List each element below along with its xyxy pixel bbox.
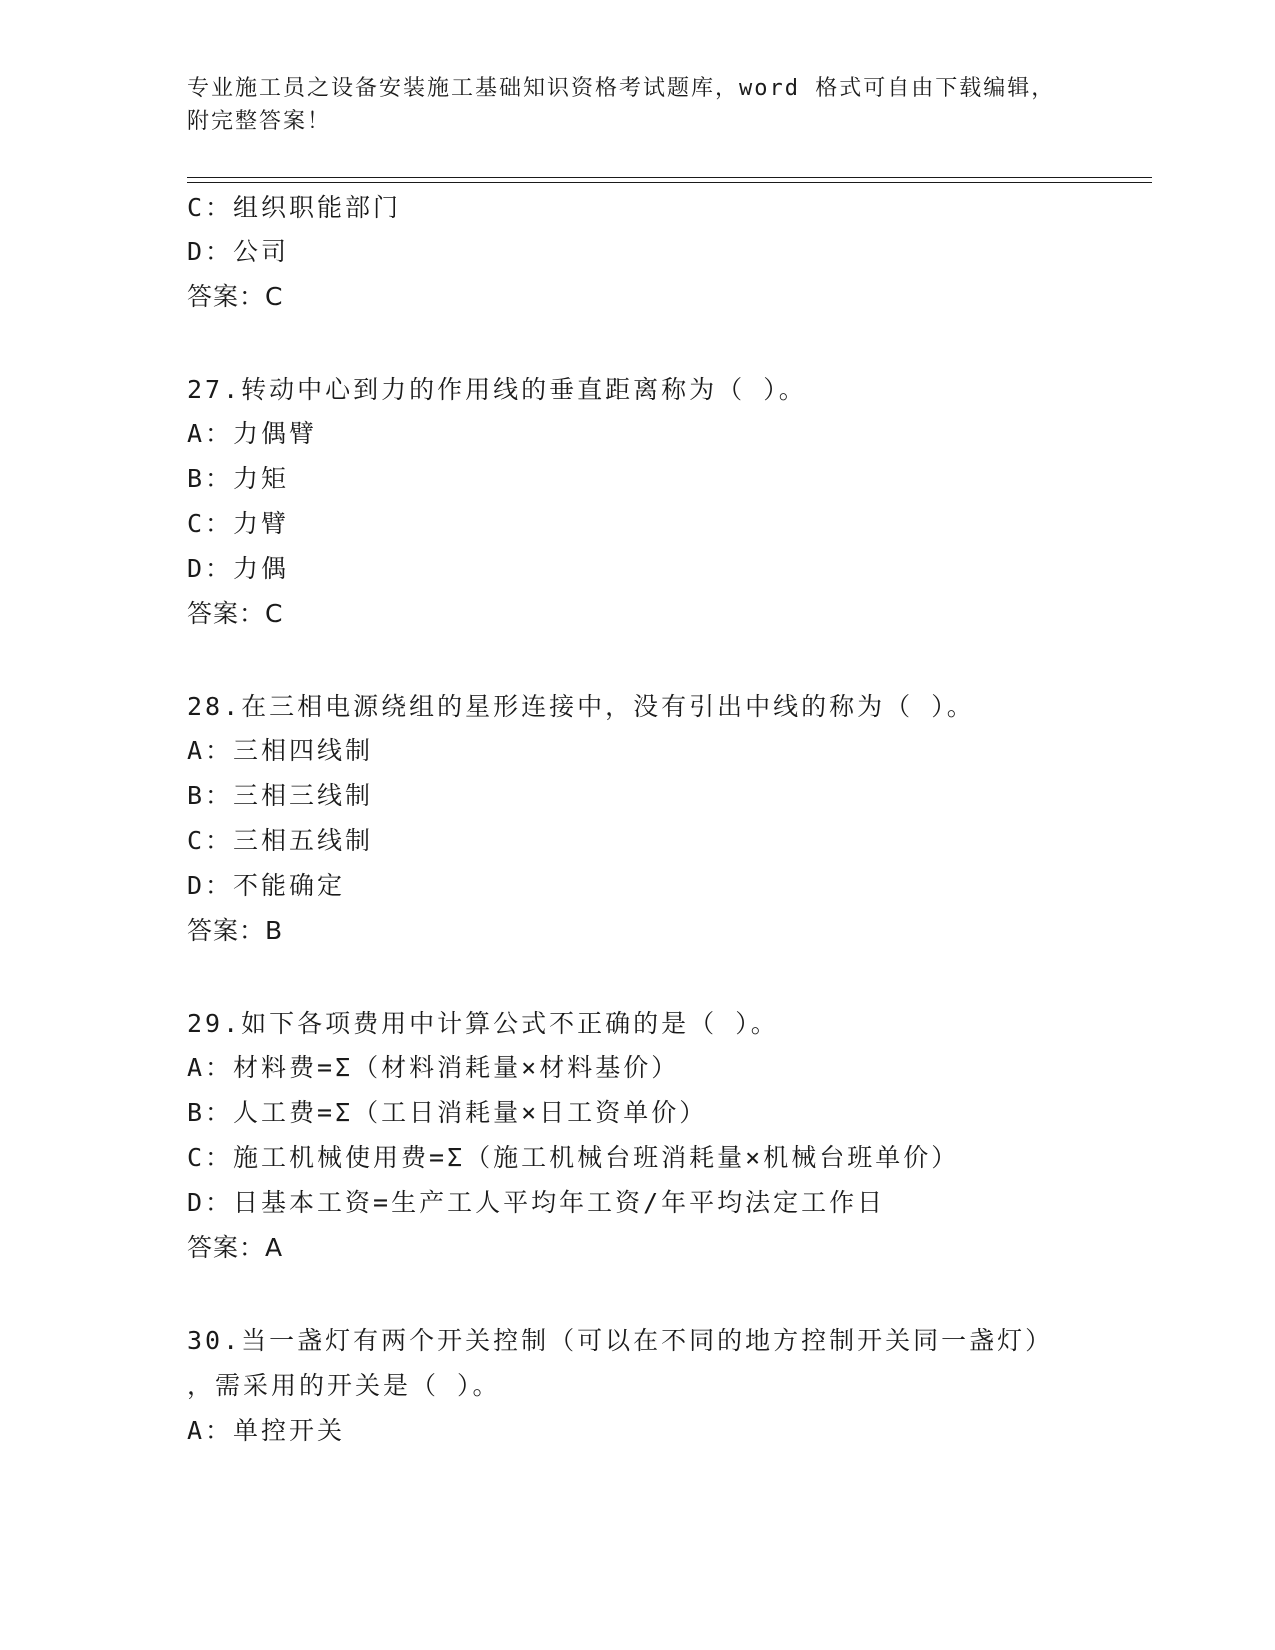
- q28-option-d: D：不能确定: [187, 871, 346, 900]
- prev-option-c: C：组织职能部门: [187, 193, 402, 222]
- q29-option-c: C：施工机械使用费=Σ（施工机械台班消耗量×机械台班单价）: [187, 1143, 960, 1172]
- q27-option-c: C：力臂: [187, 509, 290, 538]
- q29-option-a: A：材料费=Σ（材料消耗量×材料基价）: [187, 1053, 680, 1082]
- header-divider-top: [187, 177, 1152, 178]
- q29-stem: 29.如下各项费用中计算公式不正确的是（ ）。: [187, 1009, 779, 1038]
- prev-option-d: D：公司: [187, 237, 290, 266]
- q27-stem: 27.转动中心到力的作用线的垂直距离称为（ ）。: [187, 375, 807, 404]
- q28-stem: 28.在三相电源绕组的星形连接中，没有引出中线的称为（ ）。: [187, 692, 975, 721]
- document-header: [187, 72, 1087, 138]
- q28-option-b: B：三相三线制: [187, 781, 374, 810]
- q30-stem-line-2: ，需采用的开关是（ ）。: [187, 1371, 501, 1400]
- q29-option-d: D：日基本工资=生产工人平均年工资/年平均法定工作日: [187, 1188, 886, 1217]
- header-line-1: 专业施工员之设备安装施工基础知识资格考试题库，word 格式可自由下载编辑，: [187, 76, 1056, 101]
- q27-option-d: D：力偶: [187, 554, 290, 583]
- q28-option-c: C：三相五线制: [187, 826, 374, 855]
- q29-option-b: B：人工费=Σ（工日消耗量×日工资单价）: [187, 1098, 708, 1127]
- q27-answer: 答案：C: [187, 599, 284, 628]
- q30-stem-line-1: 30.当一盏灯有两个开关控制（可以在不同的地方控制开关同一盏灯）: [187, 1326, 1054, 1355]
- q29-answer: 答案：A: [187, 1233, 284, 1262]
- q27-option-b: B：力矩: [187, 464, 290, 493]
- q30-option-a: A：单控开关: [187, 1416, 346, 1445]
- header-line-2: 附完整答案！: [187, 109, 332, 134]
- q28-option-a: A：三相四线制: [187, 736, 374, 765]
- q27-option-a: A：力偶臂: [187, 419, 318, 448]
- q28-answer: 答案：B: [187, 916, 284, 945]
- header-divider-bottom: [187, 182, 1152, 183]
- prev-answer: 答案：C: [187, 282, 284, 311]
